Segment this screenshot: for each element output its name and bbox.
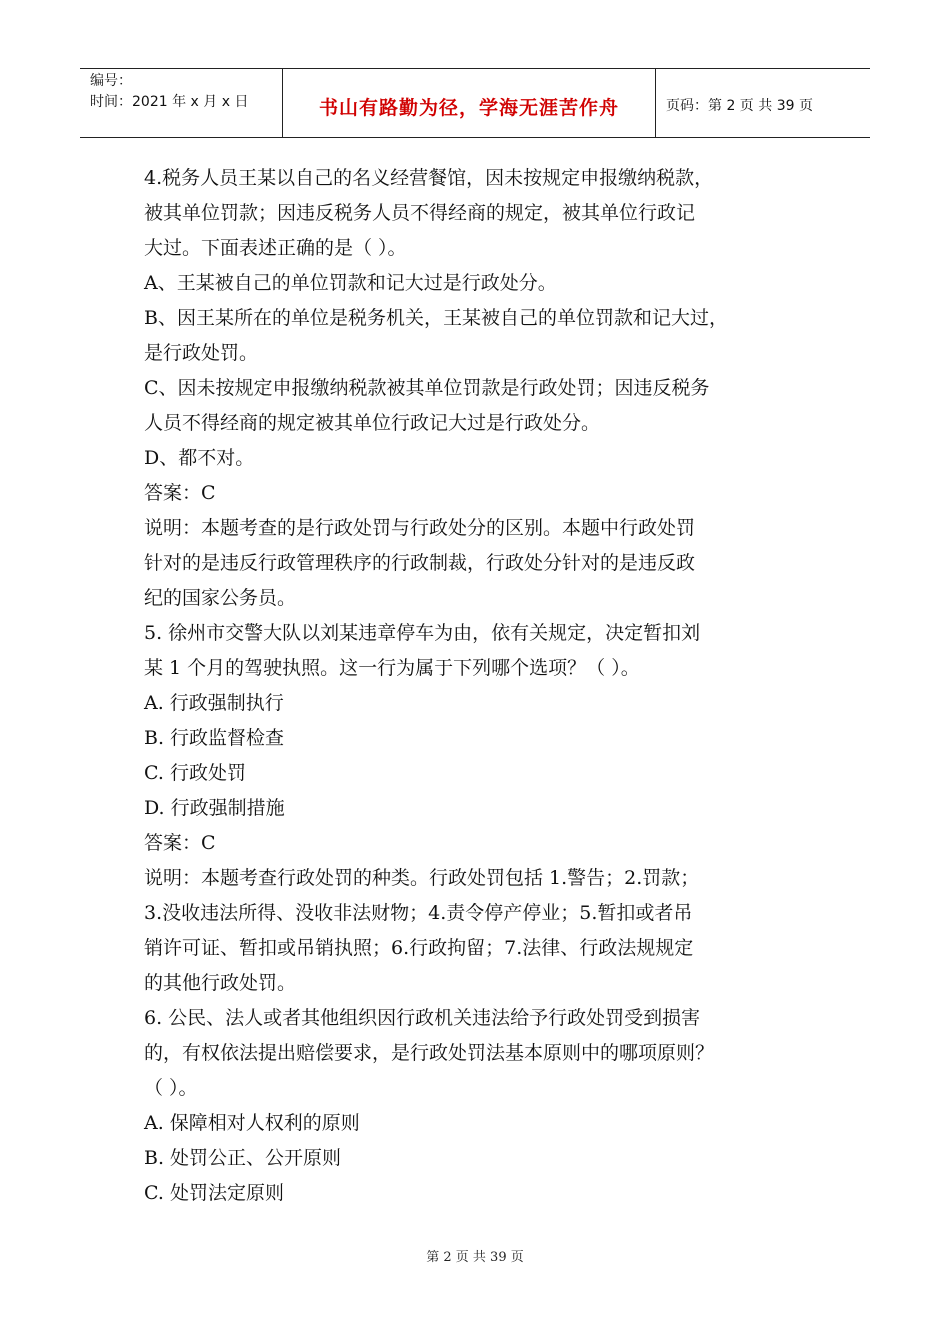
document-body xyxy=(144,161,834,1211)
text-line: 某 1 个月的驾驶执照。这一行为属于下列哪个选项？（ ）。 xyxy=(144,657,640,679)
text-line: 说明：本题考查行政处罚的种类。行政处罚包括 1.警告；2.罚款； xyxy=(144,867,700,889)
text-line: 的，有权依法提出赔偿要求，是行政处罚法基本原则中的哪项原则？ xyxy=(144,1042,715,1064)
text-line: 销许可证、暂扣或吊销执照；6.行政拘留；7.法律、行政法规规定 xyxy=(144,937,694,959)
page-header xyxy=(80,68,870,138)
document-number-label: 编号： xyxy=(90,73,132,89)
text-line: 5. 徐州市交警大队以刘某违章停车为由，依有关规定，决定暂扣刘 xyxy=(144,622,701,644)
text-line: C. 行政处罚 xyxy=(144,762,246,784)
text-line: 针对的是违反行政管理秩序的行政制裁，行政处分针对的是违反政 xyxy=(144,552,696,574)
header-page-label: 页码：第 2 页 共 39 页 xyxy=(666,98,813,114)
date-label: 时间：2021 年 x 月 x 日 xyxy=(90,94,249,110)
header-motto: 书山有路勤为径，学海无涯苦作舟 xyxy=(282,69,656,137)
text-line: 大过。下面表述正确的是（ ）。 xyxy=(144,237,407,259)
text-line: D. 行政强制措施 xyxy=(144,797,285,819)
text-line: C. 处罚法定原则 xyxy=(144,1182,284,1204)
text-line: 3.没收违法所得、没收非法财物；4.责令停产停业；5.暂扣或者吊 xyxy=(144,902,693,924)
text-line: B. 处罚公正、公开原则 xyxy=(144,1147,342,1169)
text-line: 答案：C xyxy=(144,482,216,504)
text-line: A、王某被自己的单位罚款和记大过是行政处分。 xyxy=(144,272,557,294)
text-line: 答案：C xyxy=(144,832,216,854)
text-line: 说明：本题考查的是行政处罚与行政处分的区别。本题中行政处罚 xyxy=(144,517,696,539)
text-line: A. 保障相对人权利的原则 xyxy=(144,1112,360,1134)
text-line: D、都不对。 xyxy=(144,447,255,469)
text-line: B、因王某所在的单位是税务机关，王某被自己的单位罚款和记大过， xyxy=(144,307,728,329)
text-line: A. 行政强制执行 xyxy=(144,692,284,714)
text-line: 被其单位罚款；因违反税务人员不得经商的规定，被其单位行政记 xyxy=(144,202,696,224)
page-footer: 第 2 页 共 39 页 xyxy=(426,1250,524,1265)
text-line: （ ）。 xyxy=(144,1077,198,1099)
text-line: 纪的国家公务员。 xyxy=(144,587,297,609)
text-line: 人员不得经商的规定被其单位行政记大过是行政处分。 xyxy=(144,412,601,434)
text-line: 4.税务人员王某以自己的名义经营餐馆，因未按规定申报缴纳税款， xyxy=(144,167,714,189)
header-meta xyxy=(80,69,282,137)
text-line: B. 行政监督检查 xyxy=(144,727,285,749)
text-line: 6. 公民、法人或者其他组织因行政机关违法给予行政处罚受到损害 xyxy=(144,1007,701,1029)
text-line: 的其他行政处罚。 xyxy=(144,972,297,994)
text-line: C、因未按规定申报缴纳税款被其单位罚款是行政处罚；因违反税务 xyxy=(144,377,710,399)
text-line: 是行政处罚。 xyxy=(144,342,259,364)
